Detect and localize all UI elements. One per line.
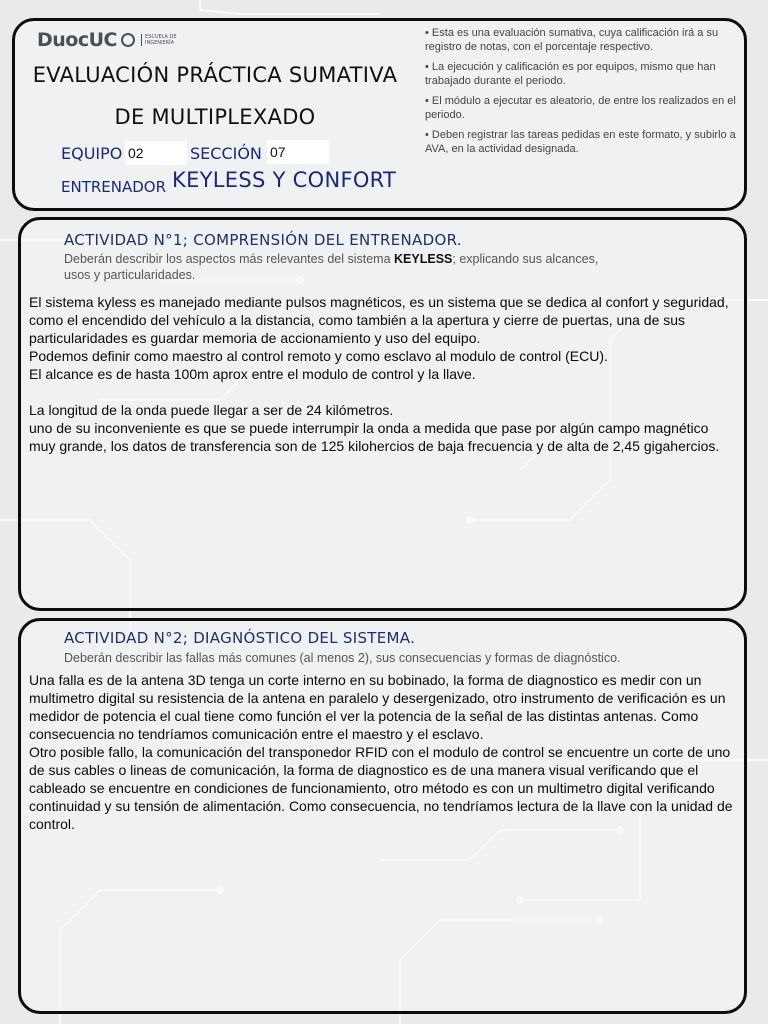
instruction-item: • Deben registrar las tareas pedidas en este formato, y subirlo a AVA, en la actividad designada. — [425, 129, 743, 156]
activity1-panel — [18, 217, 747, 611]
seccion-label: SECCIÓN — [190, 144, 262, 163]
instruction-item: • La ejecución y calificación es por equipos, mismo que han trabajado durante el periodo. — [425, 61, 743, 88]
seccion-field[interactable]: 07 — [267, 140, 329, 164]
instruction-item: • El módulo a ejecutar es aleatorio, de entre los realizados en el periodo. — [425, 95, 743, 122]
activity1-title: ACTIVIDAD N°1; COMPRENSIÓN DEL ENTRENADOR. — [64, 231, 462, 249]
activity2-answer[interactable]: Una falla es de la antena 3D tenga un corte interno en su bobinado, la forma de diagnostico es medir con un multimetro digital su resistencia de la antena en paralelo y desergenizado, otro instrumento de verificación es un medidor de potencia el cual tiene como función el ver la potencia de la señal de las distintas antenas. Como consecuencia no tendríamos comunicación entre el maestro y el esclavo. Otro posible fallo, la comunicación del transponedor RFID con el modulo de control se encuentre un corte de uno de sus cables o lineas de comunicación, la forma de diagnostico es de una manera visual verificando que el cableado se encuentre en condiciones de funcionamiento, otro método es con un multimetro digital verificando continuidad y su tensión de alimentación. Como consecuencia, no tendríamos lectura de la llave con la unidad de control. — [29, 672, 733, 832]
activity2-instructions: Deberán describir las fallas más comunes (al menos 2), sus consecuencias y formas de diagnóstico. — [64, 651, 621, 665]
logo-text: DuocUC — [37, 29, 117, 51]
activity2-title: ACTIVIDAD N°2; DIAGNÓSTICO DEL SISTEMA. — [64, 629, 416, 647]
page-title-line1: EVALUACIÓN PRÁCTICA SUMATIVA — [32, 63, 398, 87]
equipo-field[interactable]: 02 — [125, 141, 187, 165]
duoc-logo — [37, 29, 181, 51]
seal-icon — [121, 33, 135, 47]
activity1-instructions-pre: Deberán describir los aspectos más relevantes del sistema — [64, 252, 395, 266]
entrenador-value: KEYLESS Y CONFORT — [172, 168, 397, 192]
instructions-list — [425, 27, 743, 163]
entrenador-label: ENTRENADOR — [61, 178, 167, 196]
equipo-label: EQUIPO — [61, 144, 123, 163]
page-title-line2: DE MULTIPLEXADO — [114, 105, 316, 129]
activity1-instructions-post: ; explicando sus alcances, usos y particularidades. — [64, 252, 599, 282]
activity2-panel — [18, 618, 747, 1014]
activity1-answer[interactable]: El sistema kyless es manejado mediante pulsos magnéticos, es un sistema que se dedica al confort y seguridad, como el encendido del vehículo a la distancia, como también a la apertura y cierre de puertas, una de sus particularidades es guardar memoria de accionamiento y uso del equipo. Podemos definir como maestro al control remoto y como esclavo al modulo de control (ECU). El alcance es de hasta 100m aprox entre el modulo de control y la llave. La longitud de la onda puede llegar a ser de 24 kilómetros. uno de su inconveniente es que se puede interrumpir la onda a medida que pase por algún campo magnético muy grande, los datos de transferencia son de 125 kilohercios de baja frecuencia y de alta de 2,45 gigahercios. — [29, 294, 729, 454]
activity1-instructions — [64, 252, 624, 283]
activity1-instructions-keyword: KEYLESS — [394, 252, 453, 266]
logo-subtitle: ESCUELA DE INGENIERÍA — [141, 34, 181, 46]
instruction-item: • Esta es una evaluación sumativa, cuya calificación irá a su registro de notas, con el porcentaje respectivo. — [425, 27, 743, 54]
header-panel — [12, 18, 747, 211]
